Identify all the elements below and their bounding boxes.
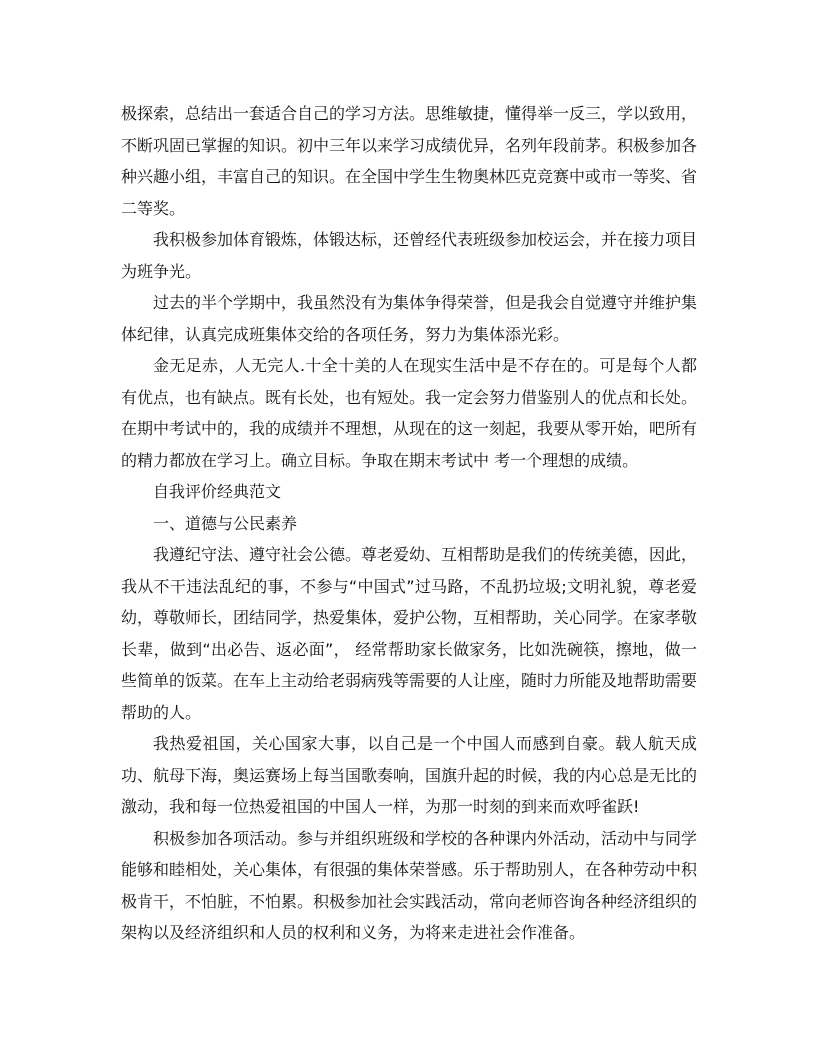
paragraph-morality: 我遵纪守法、遵守社会公德。尊老爱幼、互相帮助是我们的传统美德，因此，我从不干违法乱纪的事，不参与“中国式”过马路，不乱扔垃圾;文明礼貌，尊老爱幼，尊敬师长，团结同学，热爱集体，爱护公物，互相帮助，关心同学。在家孝敬长辈，做到“出必告、返必面”， 经常帮助家长做家务，比如洗碗筷，擦地，做一些简单的饭菜。在车上主动给老弱病残等需要的人让座，随时力所能及地帮助需要帮助的人。 xyxy=(121,545,698,722)
paragraph-sports: 我积极参加体育锻炼，体锻达标，还曾经代表班级参加校运会，并在接力项目为班争光。 xyxy=(121,230,698,281)
paragraph-activities: 积极参加各项活动。参与并组织班级和学校的各种课内外活动，活动中与同学能够和睦相处，关心集体，有很强的集体荣誉感。乐于帮助别人，在各种劳动中积极肯干，不怕脏，不怕累。积极参加社会实践活动，常向老师咨询各种经济组织的架构以及经济组织和人员的权利和义务，为将来走进社会作准备。 xyxy=(121,828,698,942)
document-body xyxy=(121,98,697,949)
paragraph-collective: 过去的半个学期中，我虽然没有为集体争得荣誉，但是我会自觉遵守并维护集体纪律，认真完成班集体交给的各项任务，努力为集体添光彩。 xyxy=(121,293,698,344)
paragraph-self-reflection: 金无足赤，人无完人.十全十美的人在现实生活中是不存在的。可是每个人都有优点，也有缺点。既有长处，也有短处。我一定会努力借鉴别人的优点和长处。在期中考试中的，我的成绩并不理想，从现在的这一刻起，我要从零开始，吧所有的精力都放在学习上。确立目标。争取在期末考试中 考一个理想的成绩。 xyxy=(121,356,698,470)
section-title: 自我评价经典范文 xyxy=(153,482,282,501)
paragraph-patriotism: 我热爱祖国，关心国家大事，以自己是一个中国人而感到自豪。载人航天成功、航母下海，奥运赛场上每当国歌奏响，国旗升起的时候，我的内心总是无比的激动，我和每一位热爱祖国的中国人一样，为那一时刻的到来而欢呼雀跃! xyxy=(121,734,698,816)
subsection-heading: 一、道德与公民素养 xyxy=(153,513,298,533)
paragraph-continued: 极探索，总结出一套适合自己的学习方法。思维敏捷，懂得举一反三，学以致用，不断巩固已掌握的知识。初中三年以来学习成绩优异，名列年段前茅。积极参加各种兴趣小组，丰富自己的知识。在全国中学生生物奥林匹克竞赛中或市一等奖、省二等奖。 xyxy=(121,104,698,218)
